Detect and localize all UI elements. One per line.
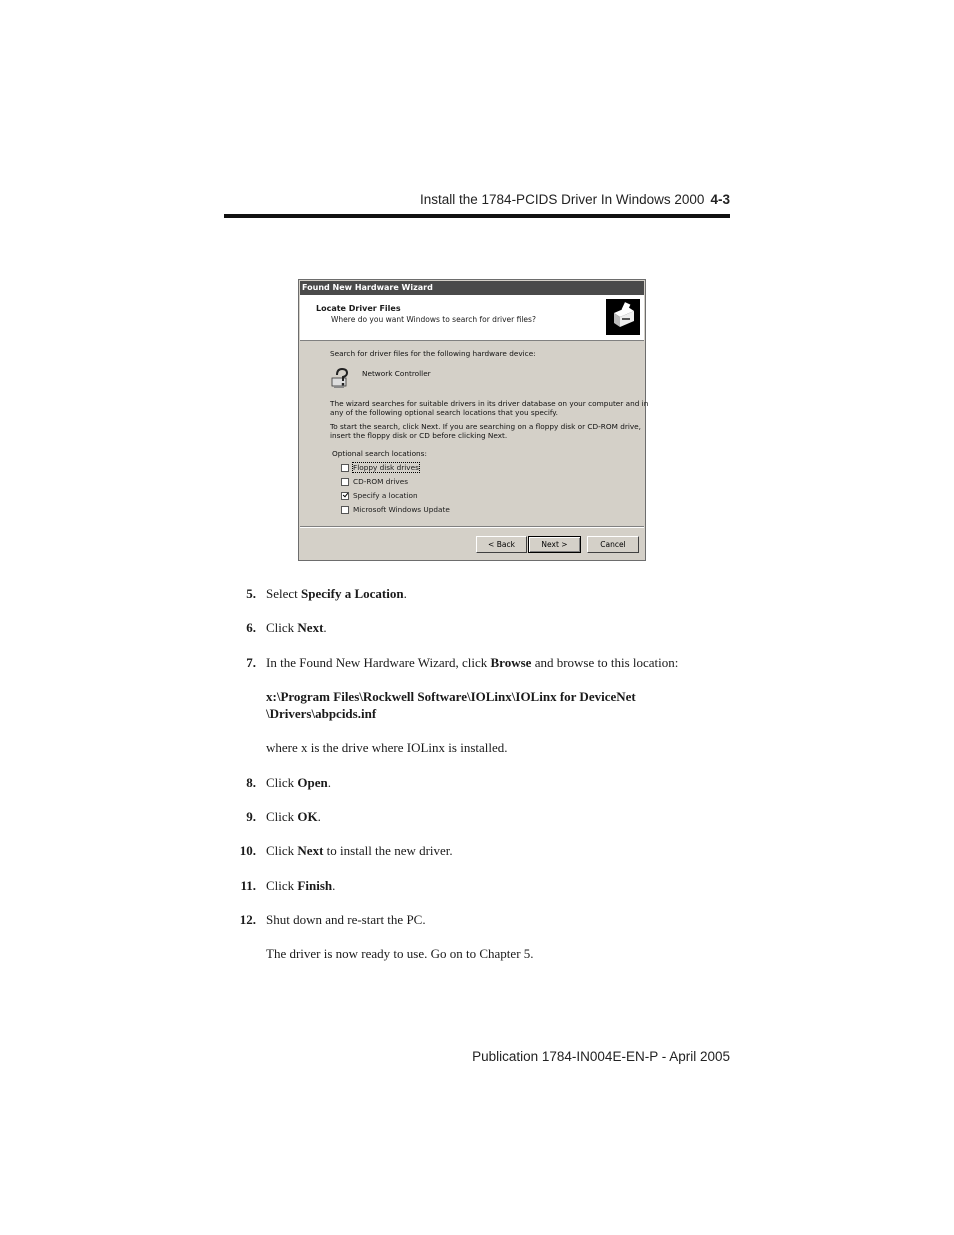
unknown-device-icon bbox=[329, 366, 353, 390]
header-rule bbox=[224, 214, 730, 218]
option-specify-location[interactable] bbox=[341, 490, 418, 501]
option-cd-rom-drives[interactable] bbox=[341, 476, 408, 487]
step-text-bold: Open bbox=[297, 775, 328, 790]
step-text bbox=[266, 655, 678, 671]
drive-note: where x is the drive where IOLinx is installed. bbox=[266, 740, 508, 755]
step-number: 12. bbox=[239, 912, 256, 927]
step-text-main: Shut down and re-start the PC. bbox=[266, 912, 426, 927]
step-text bbox=[266, 912, 426, 928]
step-text bbox=[266, 620, 327, 636]
back-button[interactable]: < Back bbox=[476, 536, 527, 553]
wizard-separator bbox=[300, 526, 644, 528]
step-text bbox=[266, 809, 321, 825]
found-new-hardware-wizard bbox=[298, 279, 649, 561]
step-text-bold: OK bbox=[297, 809, 318, 824]
option-label: CD-ROM drives bbox=[353, 477, 409, 486]
step-number: 6. bbox=[246, 620, 256, 635]
publication-footer: Publication 1784-IN004E-EN-P - April 2005 bbox=[472, 1049, 730, 1064]
hardware-wizard-icon bbox=[606, 299, 640, 335]
wizard-description-line1: The wizard searches for suitable drivers in its driver database on your computer and in bbox=[330, 399, 649, 408]
step-text-main: In the Found New Hardware Wizard, click bbox=[266, 655, 491, 670]
step-text-after: . bbox=[332, 878, 336, 893]
step-text bbox=[266, 843, 453, 859]
step-text-main: Click bbox=[266, 878, 298, 893]
step-text-main: Select bbox=[266, 586, 302, 601]
step-text-after: . bbox=[327, 775, 332, 790]
step-text-after: to install the new driver. bbox=[323, 843, 453, 858]
wizard-instruction-line1: To start the search, click Next. If you are searching on a floppy disk or CD-ROM drive, bbox=[330, 422, 641, 431]
specify-location-checkbox[interactable] bbox=[341, 492, 349, 500]
wizard-intro-text: Search for driver files for the following hardware device: bbox=[330, 349, 536, 358]
step-number: 5. bbox=[246, 586, 256, 601]
option-label: Floppy disk drives bbox=[353, 463, 419, 472]
step-text-bold: Browse bbox=[490, 655, 532, 670]
running-header-title: Install the 1784-PCIDS Driver In Windows 2000 bbox=[420, 192, 705, 207]
step-text-bold: Finish bbox=[297, 878, 333, 893]
step-text-after: . bbox=[403, 586, 407, 601]
step-text bbox=[266, 775, 331, 791]
step-text-after: . bbox=[323, 620, 327, 635]
driver-path-line1: x:\Program Files\Rockwell Software\IOLinx\IOLinx for DeviceNet bbox=[266, 689, 636, 704]
option-floppy-disk-drives[interactable] bbox=[341, 462, 419, 473]
step-text-bold: Specify a Location bbox=[301, 586, 404, 601]
wizard-instruction-line2: insert the floppy disk or CD before clicking Next. bbox=[330, 431, 508, 440]
step-number: 11. bbox=[240, 878, 256, 893]
option-label: Specify a location bbox=[353, 491, 418, 500]
option-label: Microsoft Windows Update bbox=[353, 505, 450, 514]
windows-update-checkbox[interactable] bbox=[341, 506, 349, 514]
step-text-main: Click bbox=[266, 620, 298, 635]
step-number: 10. bbox=[239, 843, 256, 858]
step-number: 8. bbox=[246, 775, 256, 790]
cancel-button[interactable]: Cancel bbox=[587, 536, 639, 553]
option-windows-update[interactable] bbox=[341, 504, 450, 515]
step-text-after: and browse to this location: bbox=[531, 655, 679, 670]
step-number: 7. bbox=[246, 655, 256, 670]
wizard-description-line2: any of the following optional search locations that you specify. bbox=[330, 408, 558, 417]
step-text bbox=[266, 586, 407, 602]
step-text-main: Click bbox=[266, 809, 298, 824]
device-name: Network Controller bbox=[362, 369, 431, 378]
step-text bbox=[266, 878, 335, 894]
wizard-header-panel bbox=[300, 295, 644, 341]
step-number: 9. bbox=[246, 809, 256, 824]
driver-path-line2: \Drivers\abpcids.inf bbox=[266, 706, 377, 721]
cdrom-checkbox[interactable] bbox=[341, 478, 349, 486]
step-text-main: Click bbox=[266, 843, 298, 858]
step-text-main: Click bbox=[266, 775, 298, 790]
wizard-heading: Locate Driver Files bbox=[316, 304, 401, 313]
step-text-bold: Next bbox=[297, 620, 324, 635]
next-button[interactable]: Next > bbox=[528, 536, 581, 553]
step-text-bold: Next bbox=[297, 843, 324, 858]
wizard-subheading: Where do you want Windows to search for driver files? bbox=[331, 315, 536, 324]
optional-locations-label: Optional search locations: bbox=[332, 449, 427, 458]
step-text-after: . bbox=[317, 809, 321, 824]
floppy-checkbox[interactable] bbox=[341, 464, 349, 472]
wizard-title-bar: Found New Hardware Wizard bbox=[300, 281, 644, 295]
closing-note: The driver is now ready to use. Go on to Chapter 5. bbox=[266, 946, 534, 961]
page-number: 4-3 bbox=[710, 192, 730, 207]
